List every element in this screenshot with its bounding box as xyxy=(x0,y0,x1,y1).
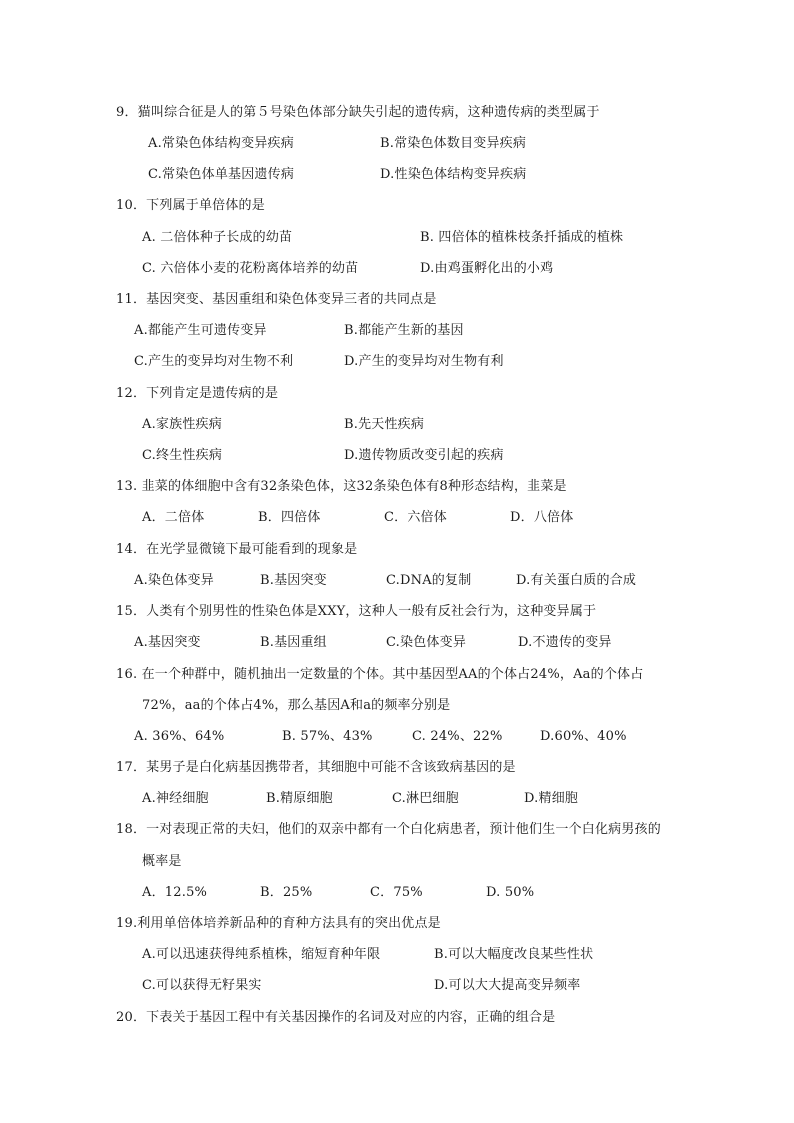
question-10-option-c: C. 六倍体小麦的花粉离体培养的幼苗 xyxy=(142,261,359,276)
question-12-option-c: C.终生性疾病 xyxy=(142,448,223,463)
question-16-option-b: B. 57%、43% xyxy=(282,729,373,744)
question-17-option-d: D.精细胞 xyxy=(524,791,579,806)
question-20-stem: 20．下表关于基因工程中有关基因操作的名词及对应的内容，正确的组合是 xyxy=(116,1010,556,1025)
question-12-option-b: B.先天性疾病 xyxy=(344,417,425,432)
question-10-option-b: B. 四倍体的植株枝条扦插成的植株 xyxy=(420,230,624,245)
question-13-stem: 13. 韭菜的体细胞中含有32条染色体，这32条染色体有8种形态结构，韭菜是 xyxy=(116,479,567,494)
question-9-option-a: A.常染色体结构变异疾病 xyxy=(148,136,294,151)
question-17-option-c: C.淋巴细胞 xyxy=(392,791,459,806)
question-19-stem: 19.利用单倍体培养新品种的育种方法具有的突出优点是 xyxy=(116,916,441,931)
question-16-option-d: D.60%、40% xyxy=(540,729,627,744)
question-11-option-c: C.产生的变异均对生物不利 xyxy=(134,354,294,369)
question-11-option-a: A.都能产生可遗传变异 xyxy=(134,323,267,338)
question-13-option-c: C．六倍体 xyxy=(384,510,447,525)
question-9-stem: 9．猫叫综合征是人的第５号染色体部分缺失引起的遗传病，这种遗传病的类型属于 xyxy=(116,105,600,120)
question-19-option-c: C.可以获得无籽果实 xyxy=(142,978,262,993)
question-11-stem: 11．基因突变、基因重组和染色体变异三者的共同点是 xyxy=(116,292,437,307)
question-19-option-b: B.可以大幅度改良某些性状 xyxy=(434,947,594,962)
question-18-stem: 18．一对表现正常的夫妇，他们的双亲中都有一个白化病患者，预计他们生一个白化病男孩的 xyxy=(116,822,661,837)
question-18-option-d: D. 50% xyxy=(486,885,535,900)
question-19-option-a: A.可以迅速获得纯系植株，缩短育种年限 xyxy=(142,947,381,962)
question-15-option-d: D.不遗传的变异 xyxy=(518,635,612,650)
question-14-option-a: A.染色体变异 xyxy=(134,573,214,588)
question-9-option-d: D.性染色体结构变异疾病 xyxy=(380,167,527,182)
question-14-option-b: B.基因突变 xyxy=(260,573,327,588)
question-12-option-d: D.遗传物质改变引起的疾病 xyxy=(344,448,504,463)
question-15-stem: 15．人类有个别男性的性染色体是XXY，这种人一般有反社会行为，这种变异属于 xyxy=(116,604,597,619)
question-9-option-b: B.常染色体数目变异疾病 xyxy=(380,136,527,151)
question-15-option-c: C.染色体变异 xyxy=(386,635,467,650)
question-19-option-d: D.可以大大提高变异频率 xyxy=(434,978,581,993)
question-15-option-a: A.基因突变 xyxy=(134,635,201,650)
question-13-option-a: A．二倍体 xyxy=(142,510,205,525)
question-15-option-b: B.基因重组 xyxy=(260,635,327,650)
question-16-option-c: C. 24%、22% xyxy=(412,729,503,744)
question-16-stem: 16. 在一个种群中，随机抽出一定数量的个体。其中基因型AA的个体占24%，Aa的个体占 xyxy=(116,667,644,682)
question-17-option-b: B.精原细胞 xyxy=(266,791,333,806)
question-17-stem: 17．某男子是白化病基因携带者，其细胞中可能不含该致病基因的是 xyxy=(116,760,516,775)
question-13-option-d: D．八倍体 xyxy=(510,510,574,525)
question-16-option-a: A. 36%、64% xyxy=(134,729,225,744)
question-10-stem: 10．下列属于单倍体的是 xyxy=(116,198,265,213)
question-17-option-a: A.神经细胞 xyxy=(142,791,209,806)
question-11-option-b: B.都能产生新的基因 xyxy=(344,323,464,338)
question-14-stem: 14．在光学显微镜下最可能看到的现象是 xyxy=(116,542,358,557)
question-12-option-a: A.家族性疾病 xyxy=(142,417,222,432)
question-14-option-d: D.有关蛋白质的合成 xyxy=(516,573,637,588)
question-11-option-d: D.产生的变异均对生物有利 xyxy=(344,354,504,369)
question-12-stem: 12．下列肯定是遗传病的是 xyxy=(116,386,279,401)
question-13-option-b: B．四倍体 xyxy=(258,510,321,525)
question-18-option-b: B．25% xyxy=(260,885,313,900)
question-18-option-a: A．12.5% xyxy=(142,885,208,900)
question-10-option-a: A. 二倍体种子长成的幼苗 xyxy=(142,230,293,245)
question-10-option-d: D.由鸡蛋孵化出的小鸡 xyxy=(420,261,554,276)
question-14-option-c: C.DNA的复制 xyxy=(386,573,472,588)
question-16-stem-continued: 72%，aa的个体占4%，那么基因A和a的频率分别是 xyxy=(142,698,451,713)
question-9-option-c: C.常染色体单基因遗传病 xyxy=(148,167,295,182)
question-18-option-c: C．75% xyxy=(370,885,423,900)
question-18-stem-continued: 概率是 xyxy=(142,854,182,869)
